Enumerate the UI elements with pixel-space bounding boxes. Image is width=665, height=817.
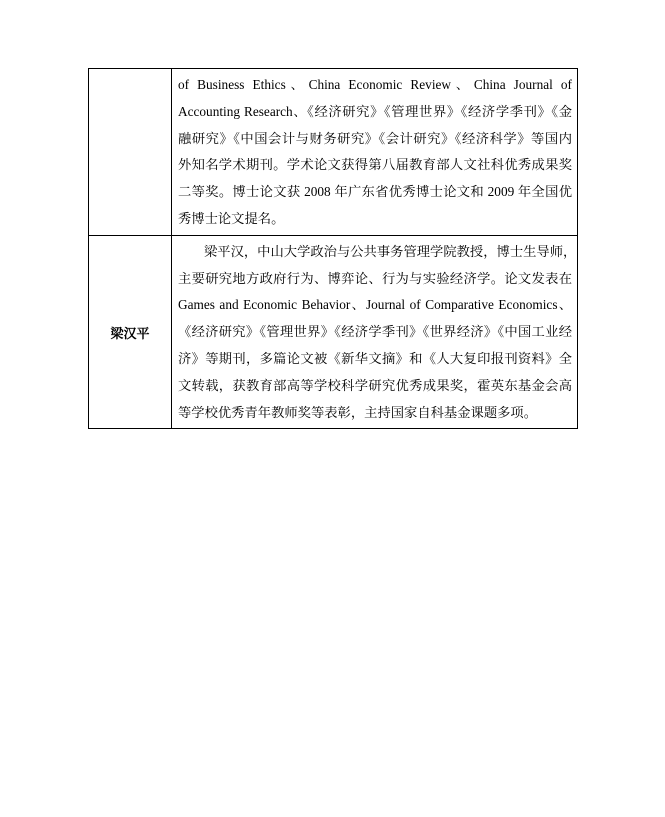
bio-line: Accounting Research、《经济研究》《管理世界》《经济学季刊》《金 (178, 103, 572, 119)
bio-cell (172, 69, 578, 236)
bio-line: of Business Ethics、China Economic Review、China Journal of (178, 77, 572, 92)
bio-line: 主要研究地方政府行为、博弈论、行为与实验经济学。论文发表在 (178, 270, 572, 286)
bio-line: 文转载，获教育部高等学校科学研究优秀成果奖，霍英东基金会高 (178, 377, 572, 393)
table-row (89, 69, 578, 236)
bio-line: 融研究》《中国会计与财务研究》《会计研究》《经济科学》等国内 (178, 130, 572, 146)
bio-line: 梁平汉，中山大学政治与公共事务管理学院教授，博士生导师， (204, 243, 577, 259)
name-cell (89, 69, 172, 236)
bio-line: 济》等期刊，多篇论文被《新华文摘》和《人大复印报刊资料》全 (178, 350, 572, 366)
bio-line: 《经济研究》《管理世界》《经济学季刊》《世界经济》《中国工业经 (178, 324, 572, 340)
bio-line: 秀博士论文提名。 (178, 210, 285, 226)
bio-cell (172, 235, 578, 429)
bio-line: 等学校优秀青年教师奖等表彰，主持国家自科基金课题多项。 (178, 404, 538, 420)
faculty-bio-table (88, 68, 578, 429)
bio-line: Games and Economic Behavior、Journal of Comparative Economics、 (178, 297, 572, 313)
table-row (89, 235, 578, 429)
bio-line: 二等奖。博士论文获 2008 年广东省优秀博士论文和 2009 年全国优 (178, 184, 572, 200)
bio-line: 外知名学术期刊。学术论文获得第八届教育部人文社科优秀成果奖 (178, 157, 572, 173)
name-cell: 梁汉平 (89, 235, 172, 429)
